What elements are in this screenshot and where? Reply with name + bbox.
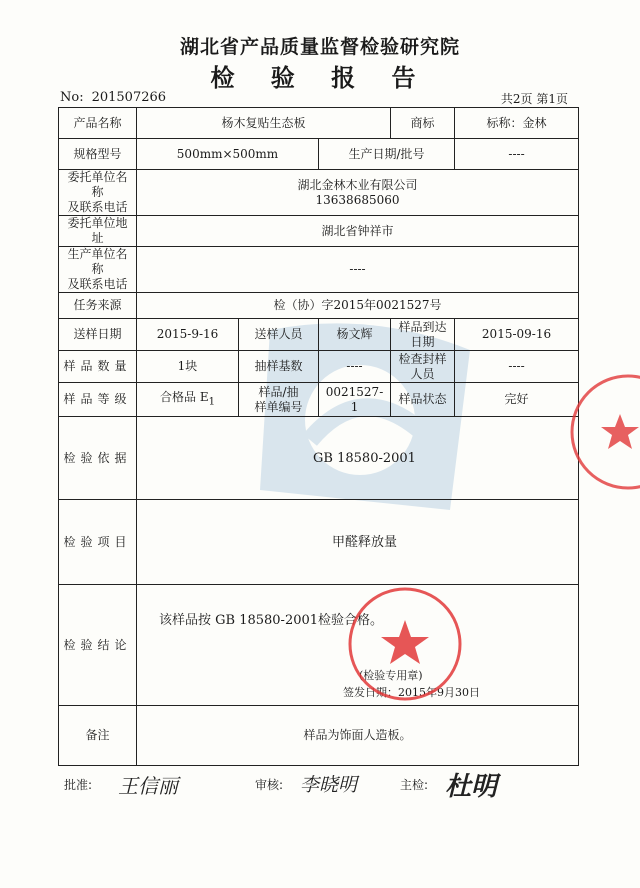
items-value: 甲醛释放量 bbox=[137, 500, 579, 585]
quantity-label: 样品数量 bbox=[59, 351, 137, 383]
main-inspector-signature: 杜明 bbox=[445, 772, 498, 802]
sample-state-label: 样品状态 bbox=[391, 383, 455, 417]
date-batch-label: 生产日期/批号 bbox=[319, 139, 455, 170]
grade-text: 合格品 E bbox=[160, 389, 209, 404]
seal-label-line1: 检查封样 bbox=[398, 351, 447, 366]
grade-subscript: 1 bbox=[208, 396, 215, 408]
sampling-base-value: ---- bbox=[319, 351, 391, 383]
send-date-value: 2015-9-16 bbox=[137, 319, 239, 351]
grade-label: 样品等级 bbox=[59, 383, 137, 417]
spec-value: 500mm×500mm bbox=[137, 139, 319, 170]
report-number-label: No: bbox=[60, 90, 84, 105]
sample-number-label-line2: 样单编号 bbox=[254, 399, 303, 414]
organization-name: 湖北省产品质量监督检验研究院 bbox=[179, 36, 460, 58]
conclusion-cell bbox=[137, 585, 579, 706]
send-date-label: 送样日期 bbox=[59, 319, 137, 351]
inspection-seal-stamp bbox=[345, 585, 465, 703]
client-address-label: 委托单位地址 bbox=[59, 216, 137, 247]
trademark-value: 标称：金林 bbox=[455, 108, 579, 139]
sampling-base-label: 抽样基数 bbox=[239, 351, 319, 383]
sample-state-value: 完好 bbox=[455, 383, 579, 417]
sample-number-label bbox=[239, 383, 319, 417]
producer-label bbox=[59, 247, 137, 293]
sender-label: 送样人员 bbox=[239, 319, 319, 351]
basis-value: GB 18580-2001 bbox=[137, 417, 579, 500]
spec-label: 规格型号 bbox=[59, 139, 137, 170]
review-label: 审核: bbox=[255, 778, 284, 792]
arrival-date-value: 2015-09-16 bbox=[455, 319, 579, 351]
basis-label: 检验依据 bbox=[59, 417, 137, 500]
client-address-value: 湖北省钟祥市 bbox=[137, 216, 579, 247]
report-number bbox=[60, 90, 166, 105]
remark-label: 备注 bbox=[59, 706, 137, 766]
report-table bbox=[58, 107, 579, 766]
edge-seal-stamp bbox=[568, 372, 640, 492]
client-label bbox=[59, 170, 137, 216]
items-label: 检验项目 bbox=[59, 500, 137, 585]
conclusion-label: 检验结论 bbox=[59, 585, 137, 706]
sample-number-label-line1: 样品/抽 bbox=[258, 384, 299, 399]
approve-label: 批准: bbox=[64, 778, 93, 792]
product-name-value: 杨木复贴生态板 bbox=[137, 108, 391, 139]
seal-person-label bbox=[391, 351, 455, 383]
seal-person-value: ---- bbox=[455, 351, 579, 383]
page-count: 共2页 第1页 bbox=[500, 92, 568, 106]
trademark-label: 商标 bbox=[391, 108, 455, 139]
report-number-value: 201507266 bbox=[91, 90, 167, 105]
grade-value bbox=[137, 383, 239, 417]
sender-value: 杨文辉 bbox=[319, 319, 391, 351]
seal-label-line2: 人员 bbox=[410, 366, 435, 381]
client-phone: 13638685060 bbox=[315, 192, 400, 207]
client-label-line1: 委托单位名称 bbox=[67, 170, 128, 199]
report-title: 检 验 报 告 bbox=[210, 64, 430, 92]
producer-value: ---- bbox=[137, 247, 579, 293]
conclusion-text: 该样品按 GB 18580-2001检验合格。 bbox=[159, 613, 384, 628]
quantity-value: 1块 bbox=[137, 351, 239, 383]
main-inspector-label: 主检: bbox=[400, 778, 429, 792]
task-source-label: 任务来源 bbox=[59, 293, 137, 319]
client-name: 湖北金林木业有限公司 bbox=[297, 177, 418, 192]
product-name-label: 产品名称 bbox=[59, 108, 137, 139]
review-signature: 李晓明 bbox=[300, 774, 358, 796]
approve-signature: 王信丽 bbox=[118, 774, 178, 798]
client-label-line2: 及联系电话 bbox=[67, 200, 128, 214]
issue-date: 签发日期：2015年9月30日 bbox=[343, 686, 480, 699]
seal-note: (检验专用章) bbox=[359, 669, 423, 682]
sample-number-value: 0021527-1 bbox=[319, 383, 391, 417]
producer-label-line1: 生产单位名称 bbox=[67, 247, 128, 276]
remark-value: 样品为饰面人造板。 bbox=[137, 706, 579, 766]
arrival-label-line1: 样品到达 bbox=[398, 319, 447, 334]
arrival-date-label bbox=[391, 319, 455, 351]
client-value bbox=[137, 170, 579, 216]
date-batch-value: ---- bbox=[455, 139, 579, 170]
producer-label-line2: 及联系电话 bbox=[67, 277, 128, 291]
arrival-label-line2: 日期 bbox=[410, 334, 435, 349]
task-source-value: 检（协）字2015年0021527号 bbox=[137, 293, 579, 319]
